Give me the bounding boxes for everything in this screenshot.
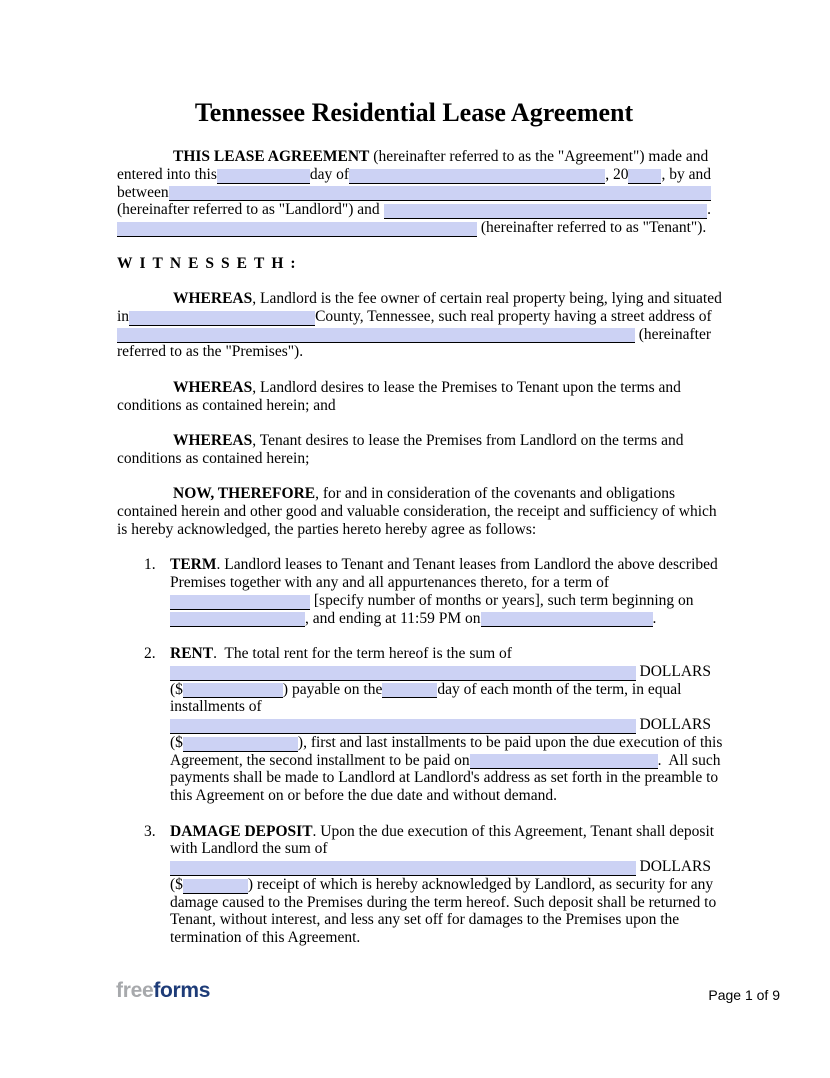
text-line — [117, 184, 711, 202]
text-run: , 20 — [605, 165, 629, 183]
blank-field[interactable] — [117, 328, 635, 343]
text-run: , Landlord desires to lease the Premises to Tenant upon the terms and — [252, 378, 681, 396]
text-run: damage caused to the Premises during the term hereof. Such deposit shall be returned to — [170, 893, 717, 911]
list-marker: 3. — [144, 822, 156, 840]
blank-field[interactable] — [170, 861, 636, 876]
text-run: ) payable on the — [282, 680, 383, 698]
text-run: (hereinafter referred to as the "Agreement") made and — [369, 148, 709, 165]
freeforms-logo — [116, 980, 210, 1002]
text-run: . — [707, 201, 711, 219]
text-line — [170, 556, 718, 574]
text-run: with Landlord the sum of — [170, 840, 328, 858]
blank-field[interactable] — [382, 683, 437, 698]
text-run: day of each month of the term, in equal — [437, 680, 682, 698]
text-run: WITNESSETH: — [117, 254, 303, 272]
text-run: day of — [309, 165, 350, 183]
text-run: WHEREAS — [173, 378, 253, 396]
document-body — [117, 148, 723, 947]
text-line — [170, 893, 717, 912]
text-run: . Upon the due execution of this Agreement, Tenant shall deposit — [312, 822, 715, 840]
clause-rent — [117, 645, 723, 805]
clause-term — [117, 556, 718, 627]
text-line — [117, 219, 711, 237]
text-run: ($ — [170, 680, 183, 698]
text-line — [170, 681, 711, 699]
text-run: DOLLARS — [635, 662, 711, 680]
blank-field[interactable] — [169, 186, 711, 201]
blank-field[interactable] — [481, 612, 653, 627]
text-line — [117, 379, 711, 397]
text-line — [117, 326, 711, 344]
text-run: referred to as the "Premises"). — [117, 343, 304, 361]
text-run: , for and in consideration of the covenants and obligations — [315, 485, 675, 503]
text-run: is hereby acknowledged, the parties hereto hereby agree as follows: — [117, 520, 537, 538]
page-indicator: Page 1 of 9 — [708, 987, 780, 1003]
text-run: Premises together with any and all appurtenances thereto, for a term of — [170, 574, 610, 591]
blank-field[interactable] — [129, 311, 315, 326]
text-line — [117, 308, 711, 326]
text-run: contained herein and other good and valuable consideration, the receipt and sufficiency of which — [117, 503, 717, 520]
text-line — [170, 698, 711, 716]
blank-field[interactable] — [170, 666, 636, 681]
text-line — [170, 769, 719, 787]
text-run: , Tenant desires to lease the Premises from Landlord on the terms and — [252, 432, 684, 449]
text-line — [170, 592, 711, 610]
text-run: in — [117, 307, 130, 325]
whereas-owner-paragraph — [117, 290, 722, 361]
text-line — [170, 787, 711, 805]
brand-forms-text: forms — [153, 979, 211, 1002]
text-run: conditions as contained herein; and — [117, 396, 336, 414]
text-run: , and ending at 11:59 PM on — [305, 609, 481, 627]
text-run: (hereinafter referred to as "Landlord") and — [117, 201, 384, 219]
text-run: . Landlord leases to Tenant and Tenant leases from Landlord the above described — [216, 556, 718, 574]
text-line — [117, 166, 711, 184]
text-run: , Landlord is the fee owner of certain real property being, lying and situated — [252, 290, 722, 307]
text-line — [117, 255, 711, 273]
text-line — [117, 201, 711, 219]
text-line — [170, 574, 711, 592]
text-run: ($ — [170, 875, 183, 893]
blank-field[interactable] — [170, 595, 310, 610]
list-marker: 1. — [144, 556, 156, 574]
text-line — [117, 397, 711, 415]
text-run: . — [652, 609, 657, 627]
clause-damage-deposit — [117, 822, 717, 947]
text-run: ), first and last installments to be paid upon the due execution of this — [297, 733, 723, 751]
blank-field[interactable] — [170, 612, 305, 627]
text-run: Tenant, without interest, and less any set off for damages to the Premises upon the — [170, 911, 680, 929]
text-run: TERM — [170, 556, 217, 574]
text-run: [specify number of months or years], such term beginning on — [310, 591, 694, 609]
witnesseth-heading — [117, 255, 711, 273]
text-run: payments shall be made to Landlord at Landlord's address as set forth in the preamble to — [170, 769, 719, 787]
text-line — [170, 840, 711, 858]
text-run: DOLLARS — [635, 716, 711, 733]
brand-free-text: free — [116, 979, 154, 1002]
text-line — [170, 716, 711, 734]
text-run: NOW, THEREFORE — [173, 485, 316, 503]
text-run: DOLLARS — [635, 858, 711, 875]
blank-field[interactable] — [470, 754, 658, 769]
text-line — [117, 343, 711, 361]
blank-field[interactable] — [183, 683, 283, 698]
text-line — [170, 875, 714, 894]
text-line — [170, 858, 711, 876]
text-run: DAMAGE DEPOSIT — [170, 822, 313, 840]
document-content — [117, 97, 723, 965]
whereas-tenant-paragraph — [117, 432, 711, 468]
text-run: Agreement, the second installment to be paid on — [170, 751, 470, 769]
text-run: entered into this — [117, 165, 217, 183]
text-run: WHEREAS — [173, 290, 253, 307]
preamble-paragraph — [117, 148, 711, 237]
text-run: RENT — [170, 645, 214, 662]
text-line — [117, 521, 711, 539]
blank-field[interactable] — [170, 719, 636, 734]
blank-field[interactable] — [183, 737, 298, 752]
text-line — [117, 432, 711, 450]
blank-field[interactable] — [628, 169, 661, 184]
list-marker: 2. — [144, 645, 156, 662]
text-run: ) receipt of which is hereby acknowledged by Landlord, as security for any — [247, 875, 714, 893]
text-line — [170, 929, 711, 947]
text-line — [117, 485, 711, 503]
text-run: . All such — [657, 751, 721, 769]
text-line — [170, 645, 711, 663]
text-line — [117, 290, 722, 308]
document-title: Tennessee Residential Lease Agreement — [194, 98, 634, 127]
text-line — [170, 733, 723, 752]
text-run: County, Tennessee, such real property having a street address of — [315, 307, 712, 325]
now-therefore-paragraph — [117, 485, 717, 538]
whereas-landlord-paragraph — [117, 379, 711, 415]
blank-field[interactable] — [384, 204, 708, 219]
text-line — [117, 503, 717, 521]
blank-field[interactable] — [349, 169, 605, 184]
text-run: . The total rent for the term hereof is the sum of — [213, 645, 512, 662]
text-line — [117, 148, 711, 166]
text-run: , by and — [661, 165, 711, 183]
text-line — [170, 663, 711, 681]
text-line — [170, 610, 711, 628]
text-line — [117, 450, 711, 468]
blank-field[interactable] — [183, 879, 248, 894]
text-run: (hereinafter referred to as "Tenant"). — [477, 219, 707, 236]
text-run: (hereinafter — [634, 325, 711, 343]
text-run: THIS LEASE AGREEMENT — [173, 148, 370, 165]
blank-field[interactable] — [217, 169, 310, 184]
text-run: installments of — [170, 698, 262, 716]
text-run: this Agreement on or before the due date and without demand. — [170, 787, 557, 804]
text-run: ($ — [170, 733, 183, 751]
text-line — [170, 822, 715, 841]
text-run: conditions as contained herein; — [117, 449, 310, 467]
text-run: termination of this Agreement. — [170, 929, 361, 946]
text-line — [170, 751, 721, 770]
blank-field[interactable] — [117, 222, 477, 237]
text-line — [170, 911, 711, 929]
text-run: WHEREAS — [173, 432, 253, 449]
text-run: between — [117, 183, 169, 201]
